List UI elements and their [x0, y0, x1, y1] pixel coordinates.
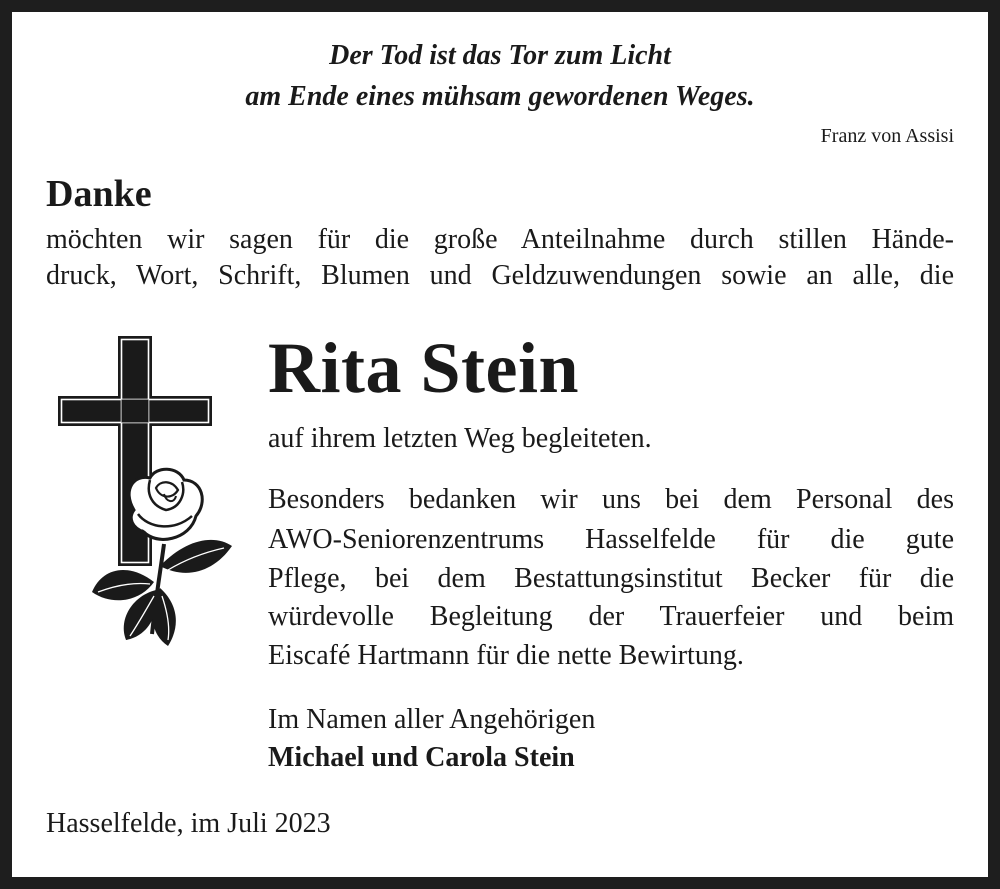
- body-line-5: Eiscafé Hartmann für die nette Bewirtung.: [268, 640, 744, 671]
- signature-intro: Im Namen aller Angehörigen: [268, 704, 596, 735]
- place-date: Hasselfelde, im Juli 2023: [46, 808, 331, 839]
- cross-icon: [58, 336, 212, 566]
- body-line-4: würdevolle Begleitung der Trauerfeier und beim: [268, 601, 954, 632]
- quote-author: Franz von Assisi: [820, 125, 954, 147]
- body-line-2: AWO-Seniorenzentrums Hasselfelde für die gute: [268, 524, 954, 555]
- heading-danke: Danke: [46, 173, 152, 215]
- intro-line-2: druck, Wort, Schrift, Blumen und Geldzuwendungen sowie an alle, die: [46, 260, 954, 291]
- cross-rose-emblem: [56, 334, 236, 654]
- deceased-name: Rita Stein: [268, 328, 579, 408]
- quote-line-1: Der Tod ist das Tor zum Licht: [329, 40, 671, 71]
- signature-names: Michael und Carola Stein: [268, 742, 575, 773]
- quote-line-2: am Ende eines mühsam gewordenen Weges.: [245, 81, 755, 112]
- body-line-3: Pflege, bei dem Bestattungsinstitut Becker für die: [268, 563, 954, 594]
- intro-line-1: möchten wir sagen für die große Anteilnahme durch stillen Hände-: [46, 224, 954, 255]
- rose-icon: [92, 469, 232, 646]
- body-line-1: Besonders bedanken wir uns bei dem Personal des: [268, 484, 954, 515]
- body-line-0: auf ihrem letzten Weg begleiteten.: [268, 423, 652, 454]
